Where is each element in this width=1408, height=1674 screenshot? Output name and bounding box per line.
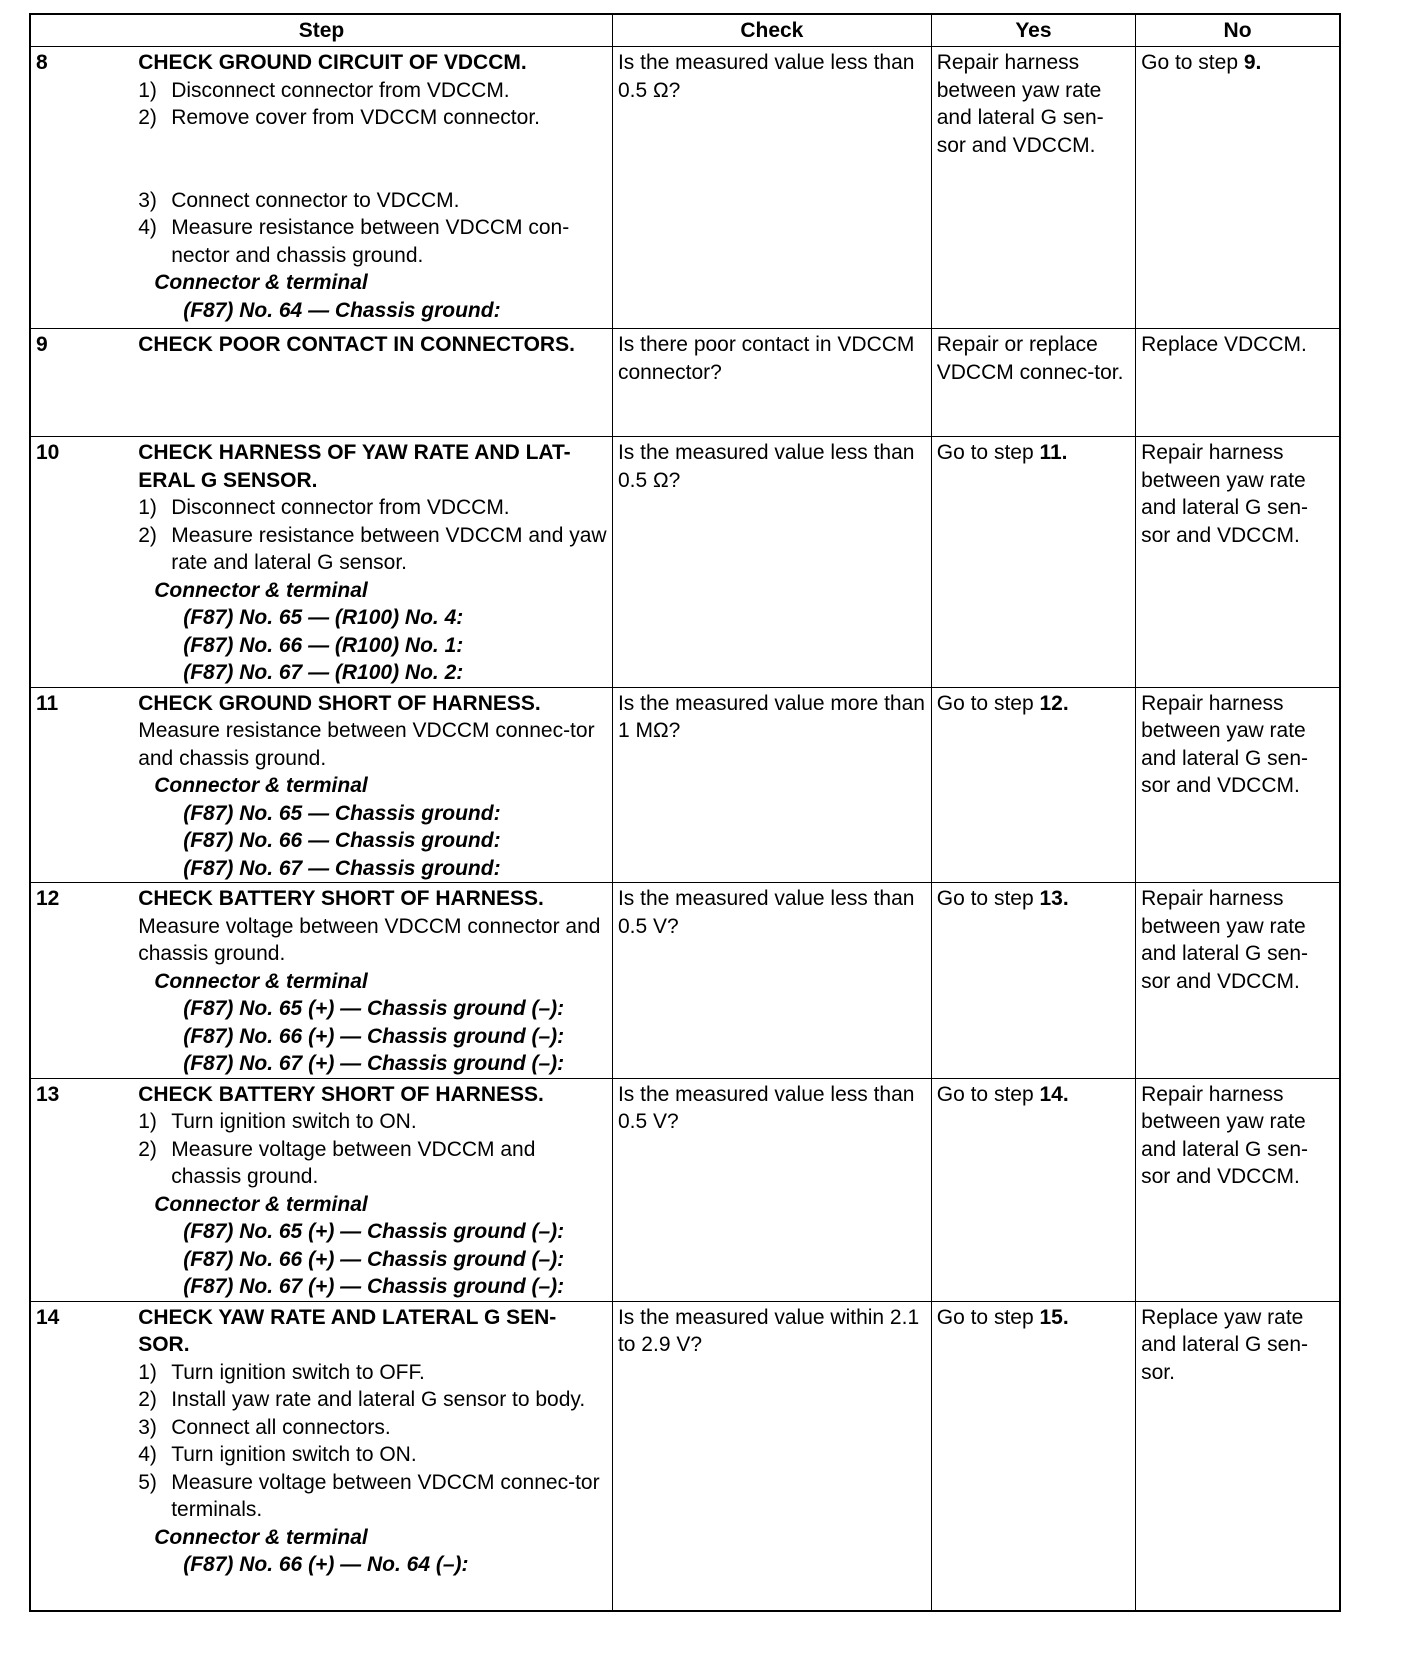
- connector-terminal-item: (F87) No. 66 — Chassis ground:: [183, 829, 501, 852]
- header-check: Check: [612, 14, 931, 47]
- connector-terminal-item: (F87) No. 65 (+) — Chassis ground (–):: [183, 997, 565, 1020]
- step-text: Measure voltage between VDCCM connector and chassis ground.: [138, 914, 601, 965]
- figure-gap: [138, 132, 607, 187]
- table-row: [30, 47, 1340, 329]
- step-number: 9: [30, 329, 133, 437]
- connector-terminal-item: (F87) No. 66 (+) — Chassis ground (–):: [183, 1024, 565, 1048]
- check-cell: Is there poor contact in VDCCM connector?: [612, 329, 931, 437]
- step-description: [133, 687, 612, 883]
- connector-terminal-item: (F87) No. 67 — (R100) No. 2:: [183, 661, 464, 684]
- step-title: CHECK HARNESS OF YAW RATE AND LAT-ERAL G SENSOR.: [138, 441, 571, 492]
- step-number: 12: [30, 883, 133, 1079]
- check-cell: Is the measured value less than 0.5 Ω?: [612, 47, 931, 329]
- list-item: 2) Remove cover from VDCCM connector.: [138, 106, 540, 129]
- step-description: [133, 437, 612, 688]
- step-title: CHECK POOR CONTACT IN CONNECTORS.: [138, 333, 575, 356]
- list-item: 1) Disconnect connector from VDCCM.: [138, 496, 510, 519]
- step-number: 10: [30, 437, 133, 688]
- yes-cell: Repair harness between yaw rate and lateral G sen-sor and VDCCM.: [931, 47, 1135, 329]
- table-row: [30, 883, 1340, 1079]
- no-cell: Repair harness between yaw rate and lateral G sen-sor and VDCCM.: [1136, 687, 1340, 883]
- connector-terminal-label: Connector & terminal: [154, 1525, 368, 1549]
- list-item: 1) Disconnect connector from VDCCM.: [138, 78, 510, 102]
- yes-cell: Repair or replace VDCCM connec-tor.: [931, 329, 1135, 437]
- header-yes: Yes: [931, 14, 1135, 47]
- step-title: CHECK BATTERY SHORT OF HARNESS.: [138, 1082, 544, 1106]
- table-row: [30, 329, 1340, 437]
- check-cell: Is the measured value less than 0.5 V?: [612, 1078, 931, 1301]
- connector-terminal-item: (F87) No. 67 — Chassis ground:: [183, 856, 501, 880]
- connector-terminal-item: (F87) No. 65 — (R100) No. 4:: [183, 606, 464, 629]
- list-item: 4) Measure resistance between VDCCM con-nector and chassis ground.: [138, 216, 570, 267]
- table-row: [30, 687, 1340, 883]
- no-cell: Replace VDCCM.: [1136, 329, 1340, 437]
- list-item: 1) Turn ignition switch to ON.: [138, 1110, 417, 1133]
- no-cell: Repair harness between yaw rate and lateral G sen-sor and VDCCM.: [1136, 883, 1340, 1079]
- check-cell: Is the measured value within 2.1 to 2.9 V?: [612, 1301, 931, 1611]
- step-number: 13: [30, 1078, 133, 1301]
- connector-terminal-item: (F87) No. 64 — Chassis ground:: [183, 298, 501, 322]
- step-description: [133, 1078, 612, 1301]
- list-item: 2) Install yaw rate and lateral G sensor to body.: [138, 1388, 586, 1411]
- step-title: CHECK GROUND CIRCUIT OF VDCCM.: [138, 51, 527, 74]
- table-row: [30, 437, 1340, 688]
- list-item: 3) Connect connector to VDCCM.: [138, 188, 460, 212]
- yes-cell: Go to step 13.: [931, 883, 1135, 1079]
- step-number: 14: [30, 1301, 133, 1611]
- table-row: [30, 1301, 1340, 1611]
- list-item: 1) Turn ignition switch to OFF.: [138, 1360, 425, 1384]
- yes-cell: Go to step 12.: [931, 687, 1135, 883]
- connector-terminal-label: Connector & terminal: [154, 969, 368, 993]
- connector-terminal-item: (F87) No. 67 (+) — Chassis ground (–):: [183, 1052, 565, 1075]
- step-title: CHECK YAW RATE AND LATERAL G SEN-SOR.: [138, 1305, 557, 1356]
- header-step: Step: [30, 14, 612, 47]
- no-cell: Go to step 9.: [1136, 47, 1340, 329]
- list-item: 4) Turn ignition switch to ON.: [138, 1443, 417, 1466]
- step-title: CHECK GROUND SHORT OF HARNESS.: [138, 691, 541, 715]
- table-row: [30, 1078, 1340, 1301]
- connector-terminal-item: (F87) No. 65 (+) — Chassis ground (–):: [183, 1220, 565, 1243]
- step-number: 11: [30, 687, 133, 883]
- connector-terminal-label: Connector & terminal: [154, 578, 368, 602]
- connector-terminal-item: (F87) No. 66 — (R100) No. 1:: [183, 633, 464, 657]
- connector-terminal-label: Connector & terminal: [154, 774, 368, 797]
- step-description: [133, 1301, 612, 1611]
- no-cell: Repair harness between yaw rate and lateral G sen-sor and VDCCM.: [1136, 1078, 1340, 1301]
- connector-terminal-item: (F87) No. 66 (+) — Chassis ground (–):: [183, 1247, 565, 1271]
- list-item: 5) Measure voltage between VDCCM connec-tor terminals.: [138, 1470, 600, 1521]
- step-number: 8: [30, 47, 133, 329]
- list-item: 3) Connect all connectors.: [138, 1415, 391, 1439]
- connector-terminal-item: (F87) No. 67 (+) — Chassis ground (–):: [183, 1275, 565, 1298]
- header-row: [30, 14, 1340, 47]
- step-text: Measure resistance between VDCCM connec-tor and chassis ground.: [138, 719, 595, 770]
- list-item: 2) Measure voltage between VDCCM and chassis ground.: [138, 1137, 536, 1188]
- check-cell: Is the measured value more than 1 MΩ?: [612, 687, 931, 883]
- connector-terminal-label: Connector & terminal: [154, 1192, 368, 1216]
- yes-cell: Go to step 14.: [931, 1078, 1135, 1301]
- connector-terminal-item: (F87) No. 65 — Chassis ground:: [183, 801, 501, 825]
- header-no: No: [1136, 14, 1340, 47]
- no-cell: Repair harness between yaw rate and lateral G sen-sor and VDCCM.: [1136, 437, 1340, 688]
- step-description: [133, 47, 612, 329]
- check-cell: Is the measured value less than 0.5 Ω?: [612, 437, 931, 688]
- step-description: [133, 883, 612, 1079]
- list-item: 2) Measure resistance between VDCCM and yaw rate and lateral G sensor.: [138, 523, 607, 574]
- diagnostic-table: [29, 13, 1341, 1612]
- check-cell: Is the measured value less than 0.5 V?: [612, 883, 931, 1079]
- step-title: CHECK BATTERY SHORT OF HARNESS.: [138, 887, 544, 910]
- yes-cell: Go to step 15.: [931, 1301, 1135, 1611]
- connector-terminal-label: Connector & terminal: [154, 271, 368, 294]
- yes-cell: Go to step 11.: [931, 437, 1135, 688]
- no-cell: Replace yaw rate and lateral G sen-sor.: [1136, 1301, 1340, 1611]
- step-description: [133, 329, 612, 437]
- connector-terminal-item: (F87) No. 66 (+) — No. 64 (–):: [183, 1553, 469, 1576]
